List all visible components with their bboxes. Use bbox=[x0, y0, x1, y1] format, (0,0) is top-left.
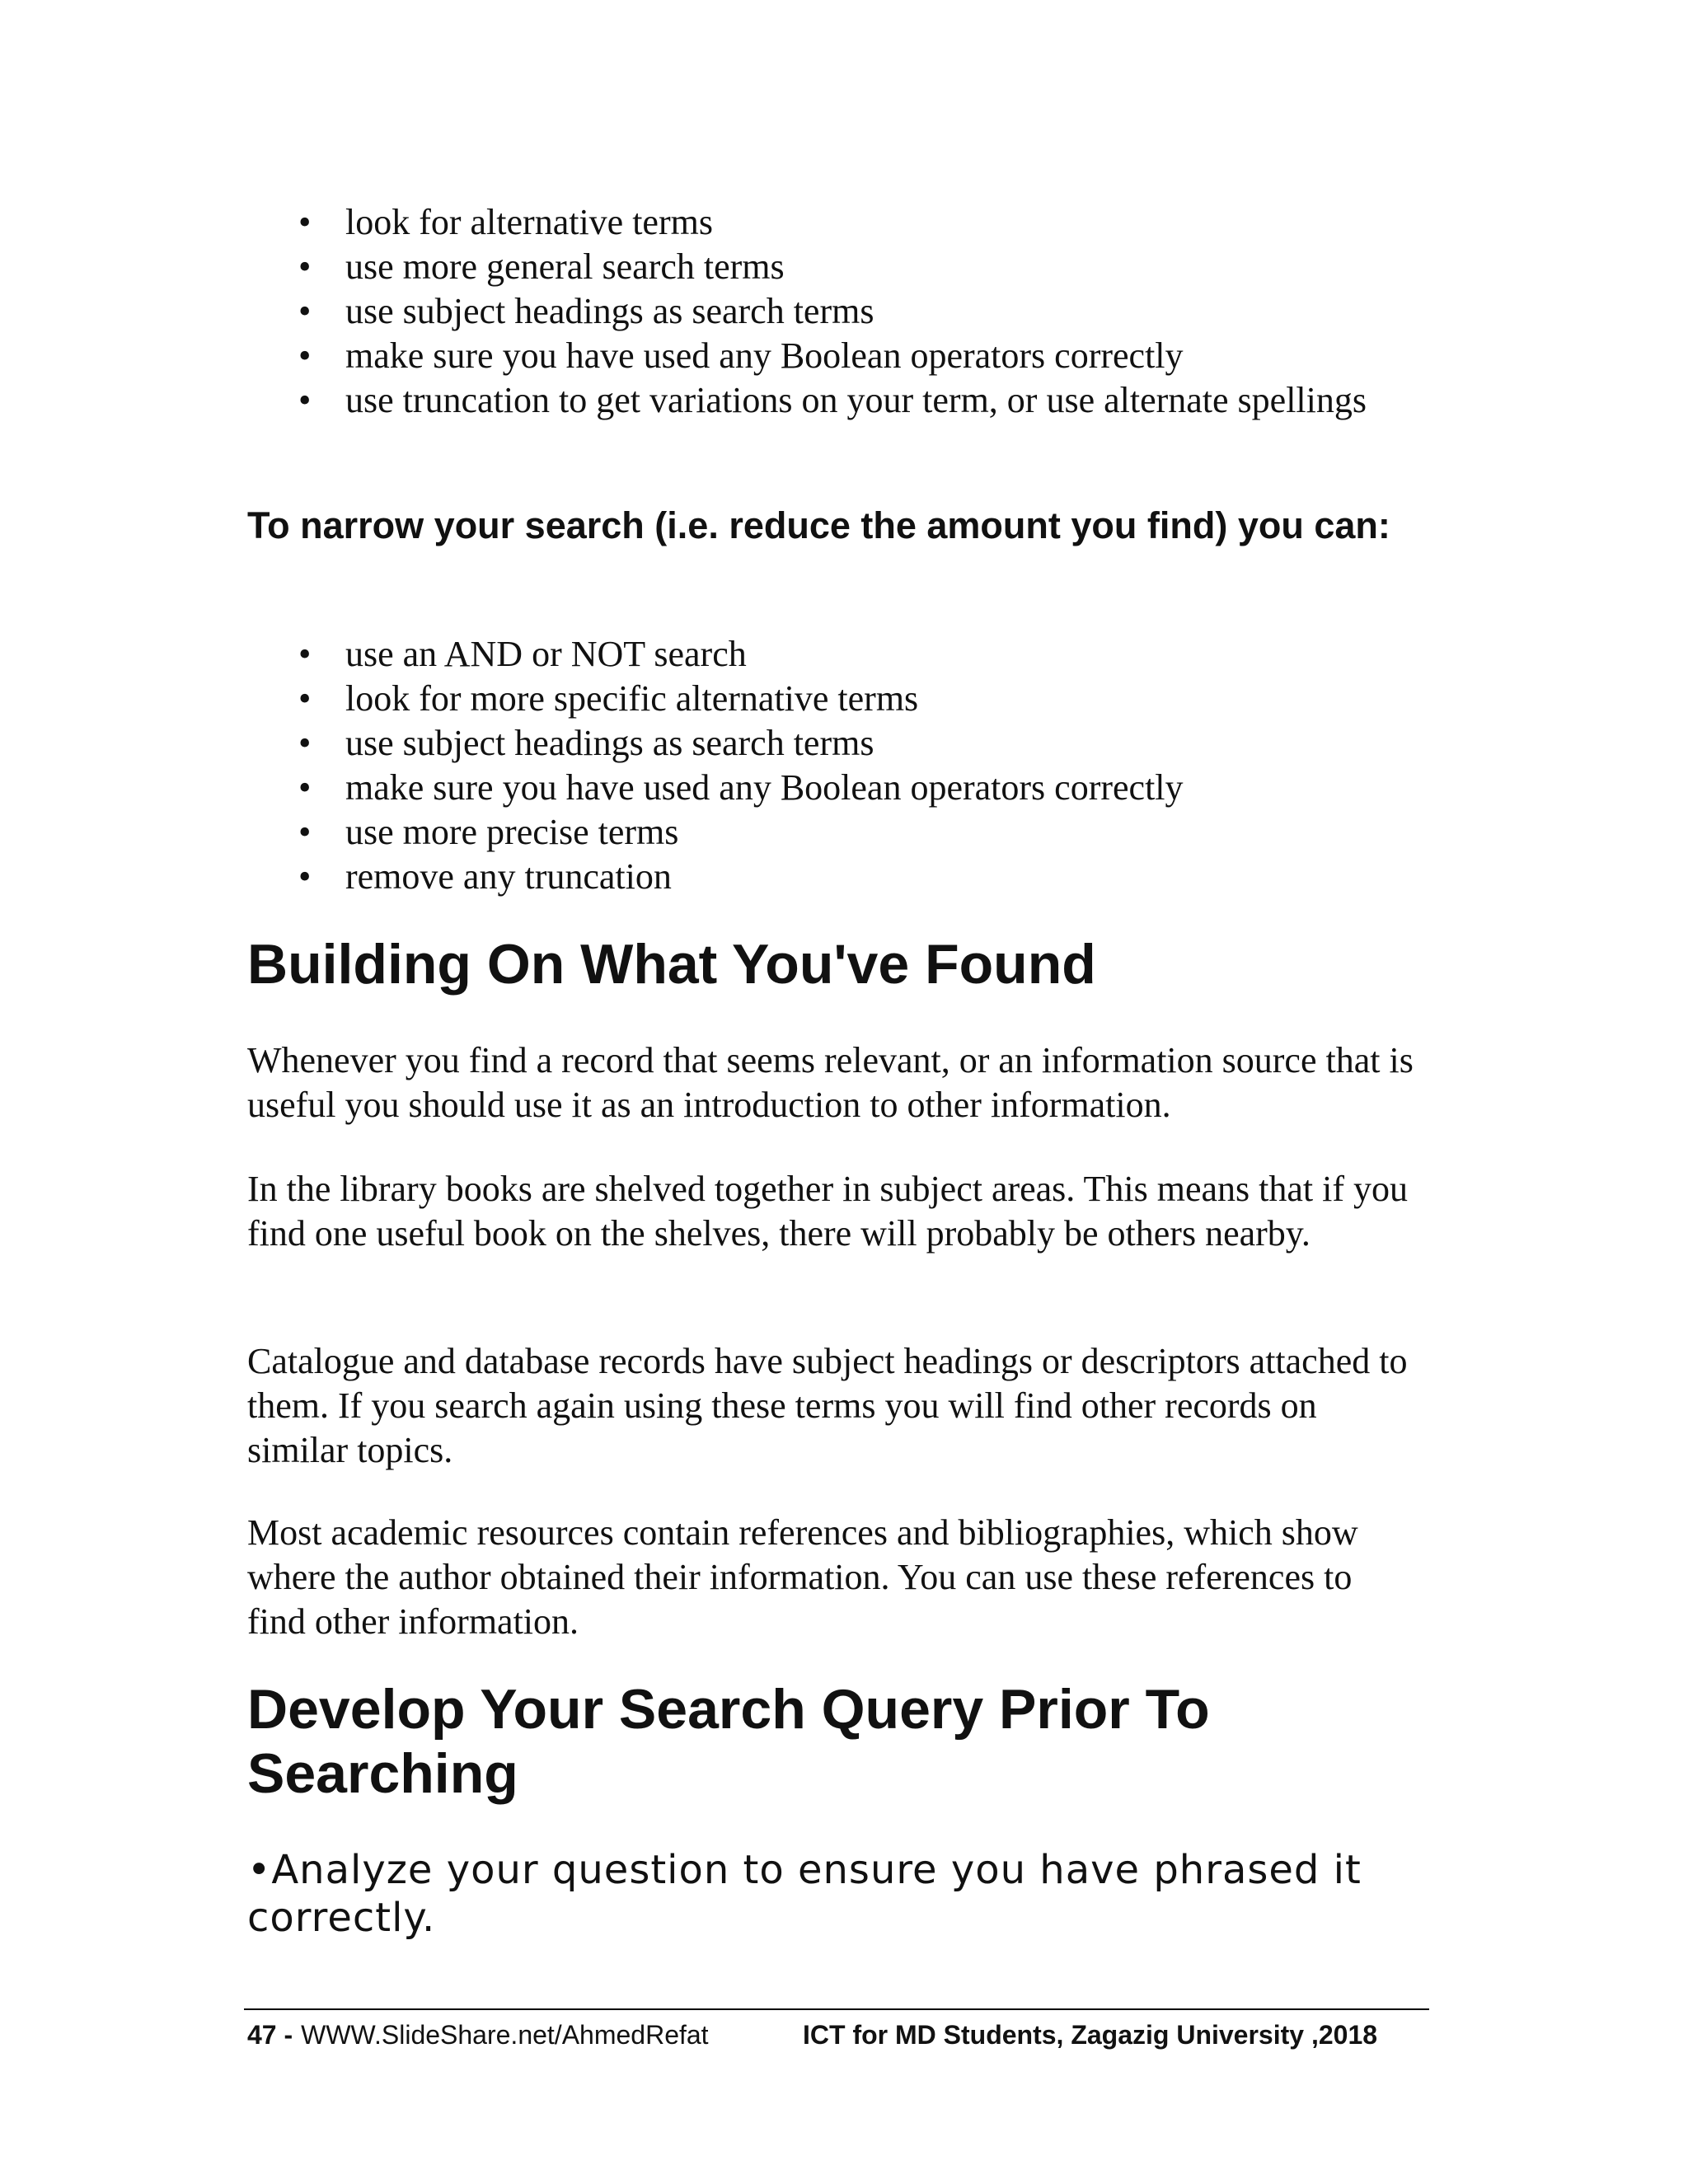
bullet-icon: • bbox=[298, 812, 312, 852]
list-item-text: use an AND or NOT search bbox=[345, 634, 747, 674]
list-item-text: use more precise terms bbox=[345, 812, 679, 852]
bullet-icon: • bbox=[298, 202, 312, 242]
list-item-text: use subject headings as search terms bbox=[345, 291, 874, 331]
bullet-icon: • bbox=[298, 856, 312, 897]
footer-divider bbox=[244, 2008, 1429, 2010]
list-item bbox=[0, 334, 1417, 378]
list-item bbox=[0, 378, 1417, 423]
paragraph: Whenever you find a record that seems relevant, or an information source that is useful you should use it as an introduction to other information. bbox=[247, 1040, 1414, 1125]
bullet-icon: • bbox=[298, 291, 312, 331]
list-item bbox=[0, 677, 1417, 721]
list-item bbox=[0, 721, 1417, 766]
footer-link[interactable]: WWW.SlideShare.net/AhmedRefat bbox=[301, 2020, 709, 2050]
section-heading: Develop Your Search Query Prior To Searching bbox=[247, 1678, 1210, 1805]
list-item bbox=[0, 632, 1417, 677]
paragraph: •Analyze your question to ensure you have phrased it correctly. bbox=[247, 1847, 1362, 1941]
list-item bbox=[0, 766, 1417, 810]
page-number: 47 - bbox=[247, 2020, 293, 2050]
list-item-text: make sure you have used any Boolean operators correctly bbox=[345, 335, 1184, 376]
narrow-search-list bbox=[0, 632, 1417, 899]
list-item-text: use more general search terms bbox=[345, 246, 785, 287]
narrow-search-heading: To narrow your search (i.e. reduce the amount you find) you can: bbox=[247, 504, 1390, 546]
bullet-icon: • bbox=[298, 767, 312, 808]
list-item bbox=[0, 200, 1417, 245]
bullet-icon: • bbox=[298, 678, 312, 719]
list-item-text: look for more specific alternative terms bbox=[345, 678, 919, 719]
list-item bbox=[0, 289, 1417, 334]
paragraph: Most academic resources contain references and bibliographies, which show where the author obtained their information. You can use these references to find other information. bbox=[247, 1512, 1358, 1642]
list-item-text: use subject headings as search terms bbox=[345, 723, 874, 763]
list-item-text: remove any truncation bbox=[345, 856, 672, 897]
list-item-text: use truncation to get variations on your term, or use alternate spellings bbox=[345, 380, 1367, 420]
footer-title: ICT for MD Students, Zagazig University ,2018 bbox=[803, 2020, 1378, 2050]
list-item bbox=[0, 245, 1417, 289]
bullet-icon: • bbox=[298, 380, 312, 420]
bullet-icon: • bbox=[298, 246, 312, 287]
list-item-text: look for alternative terms bbox=[345, 202, 713, 242]
list-item bbox=[0, 855, 1417, 899]
bullet-icon: • bbox=[298, 634, 312, 674]
broaden-search-list bbox=[0, 200, 1417, 423]
bullet-icon: • bbox=[298, 335, 312, 376]
page-footer bbox=[247, 2017, 1434, 2058]
bullet-icon: • bbox=[298, 723, 312, 763]
paragraph: Catalogue and database records have subject headings or descriptors attached to them. If you search again using these terms you will find other records on similar topics. bbox=[247, 1341, 1408, 1470]
list-item-text: make sure you have used any Boolean operators correctly bbox=[345, 767, 1184, 808]
paragraph: In the library books are shelved together in subject areas. This means that if you find one useful book on the shelves, there will probably be others nearby. bbox=[247, 1169, 1408, 1254]
list-item bbox=[0, 810, 1417, 855]
section-heading: Building On What You've Found bbox=[247, 933, 1096, 996]
